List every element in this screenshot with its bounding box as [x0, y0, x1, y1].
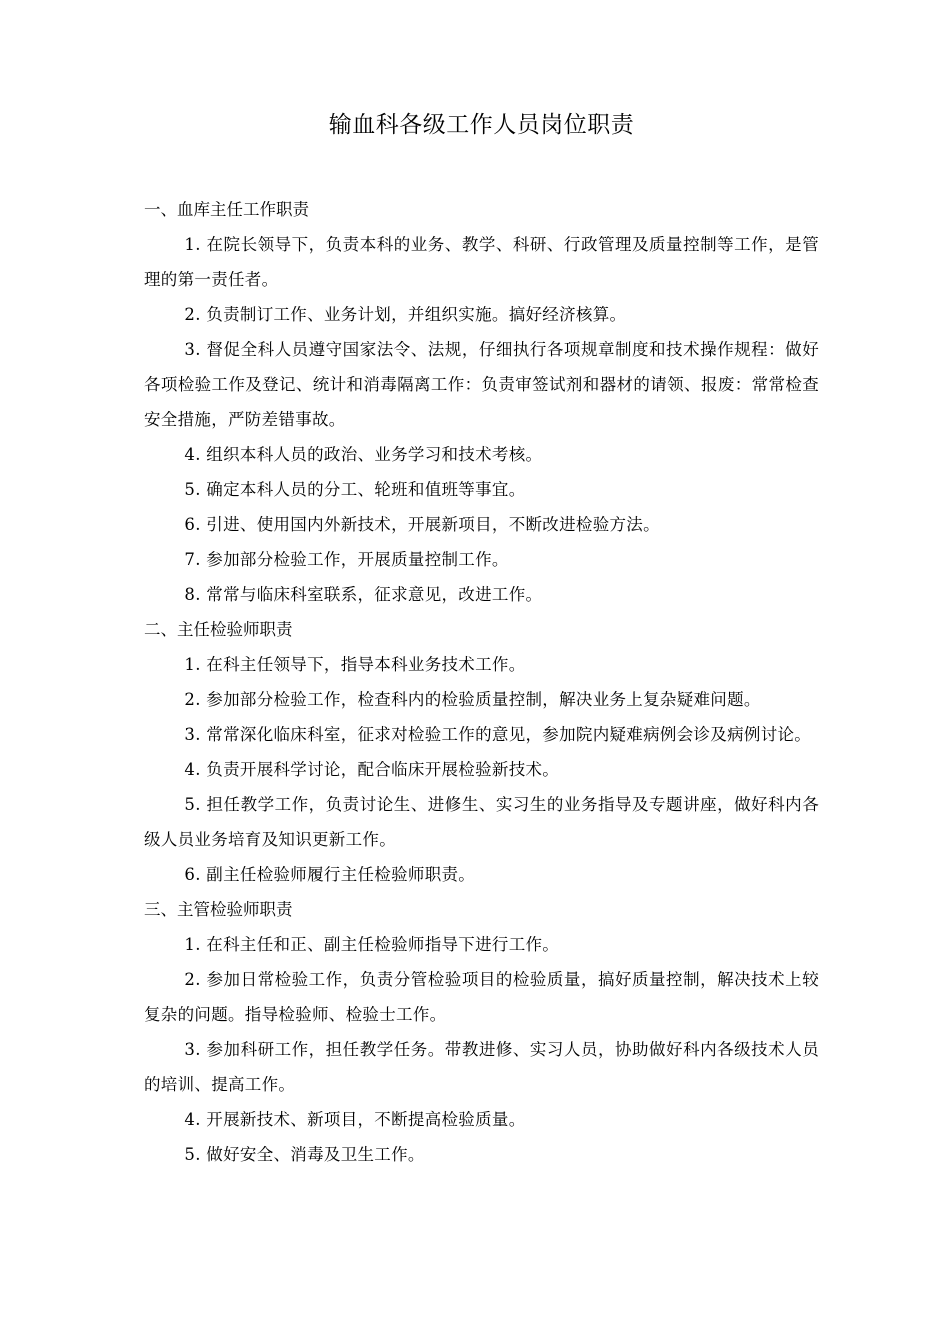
document-page: [144, 110, 819, 1172]
list-item: 3. 督促全科人员遵守国家法令、法规，仔细执行各项规章制度和技术操作规程：做好各项检验工作及登记、统计和消毒隔离工作：负责审签试剂和器材的请领、报废：常常检查安全措施，严防差错事故。: [144, 340, 819, 429]
list-item: 4. 负责开展科学讨论，配合临床开展检验新技术。: [184, 760, 560, 779]
section-director: [144, 192, 819, 612]
list-item: 3. 参加科研工作，担任教学任务。带教进修、实习人员，协助做好科内各级技术人员的培训、提高工作。: [144, 1040, 819, 1094]
list-item: 2. 负责制订工作、业务计划，并组织实施。搞好经济核算。: [184, 305, 627, 324]
section-heading: 三、主管检验师职责: [144, 900, 293, 919]
list-item: 4. 开展新技术、新项目，不断提高检验质量。: [184, 1110, 526, 1129]
list-item: 2. 参加日常检验工作，负责分管检验项目的检验质量，搞好质量控制，解决技术上较复杂的问题。指导检验师、检验士工作。: [144, 970, 819, 1024]
list-item: 2. 参加部分检验工作，检查科内的检验质量控制，解决业务上复杂疑难问题。: [184, 690, 761, 709]
list-item: 4. 组织本科人员的政治、业务学习和技术考核。: [184, 445, 543, 464]
list-item: 3. 常常深化临床科室，征求对检验工作的意见，参加院内疑难病例会诊及病例讨论。: [184, 725, 812, 744]
list-item: 5. 确定本科人员的分工、轮班和值班等事宜。: [184, 480, 526, 499]
list-item: 1. 在科主任和正、副主任检验师指导下进行工作。: [184, 935, 560, 954]
document-title: 输血科各级工作人员岗位职责: [328, 112, 635, 138]
section-chief-technologist: [144, 612, 819, 892]
list-item: 5. 做好安全、消毒及卫生工作。: [184, 1145, 425, 1164]
list-item: 6. 副主任检验师履行主任检验师职责。: [184, 865, 476, 884]
list-item: 7. 参加部分检验工作，开展质量控制工作。: [184, 550, 509, 569]
section-heading: 一、血库主任工作职责: [144, 200, 309, 219]
list-item: 5. 担任教学工作，负责讨论生、进修生、实习生的业务指导及专题讲座，做好科内各级人员业务培育及知识更新工作。: [144, 795, 819, 849]
list-item: 1. 在科主任领导下，指导本科业务技术工作。: [184, 655, 526, 674]
list-item: 1. 在院长领导下，负责本科的业务、教学、科研、行政管理及质量控制等工作，是管理的第一责任者。: [144, 235, 819, 289]
list-item: 8. 常常与临床科室联系，征求意见，改进工作。: [184, 585, 543, 604]
section-heading: 二、主任检验师职责: [144, 620, 293, 639]
section-supervising-technologist: [144, 892, 819, 1172]
list-item: 6. 引进、使用国内外新技术，开展新项目，不断改进检验方法。: [184, 515, 660, 534]
